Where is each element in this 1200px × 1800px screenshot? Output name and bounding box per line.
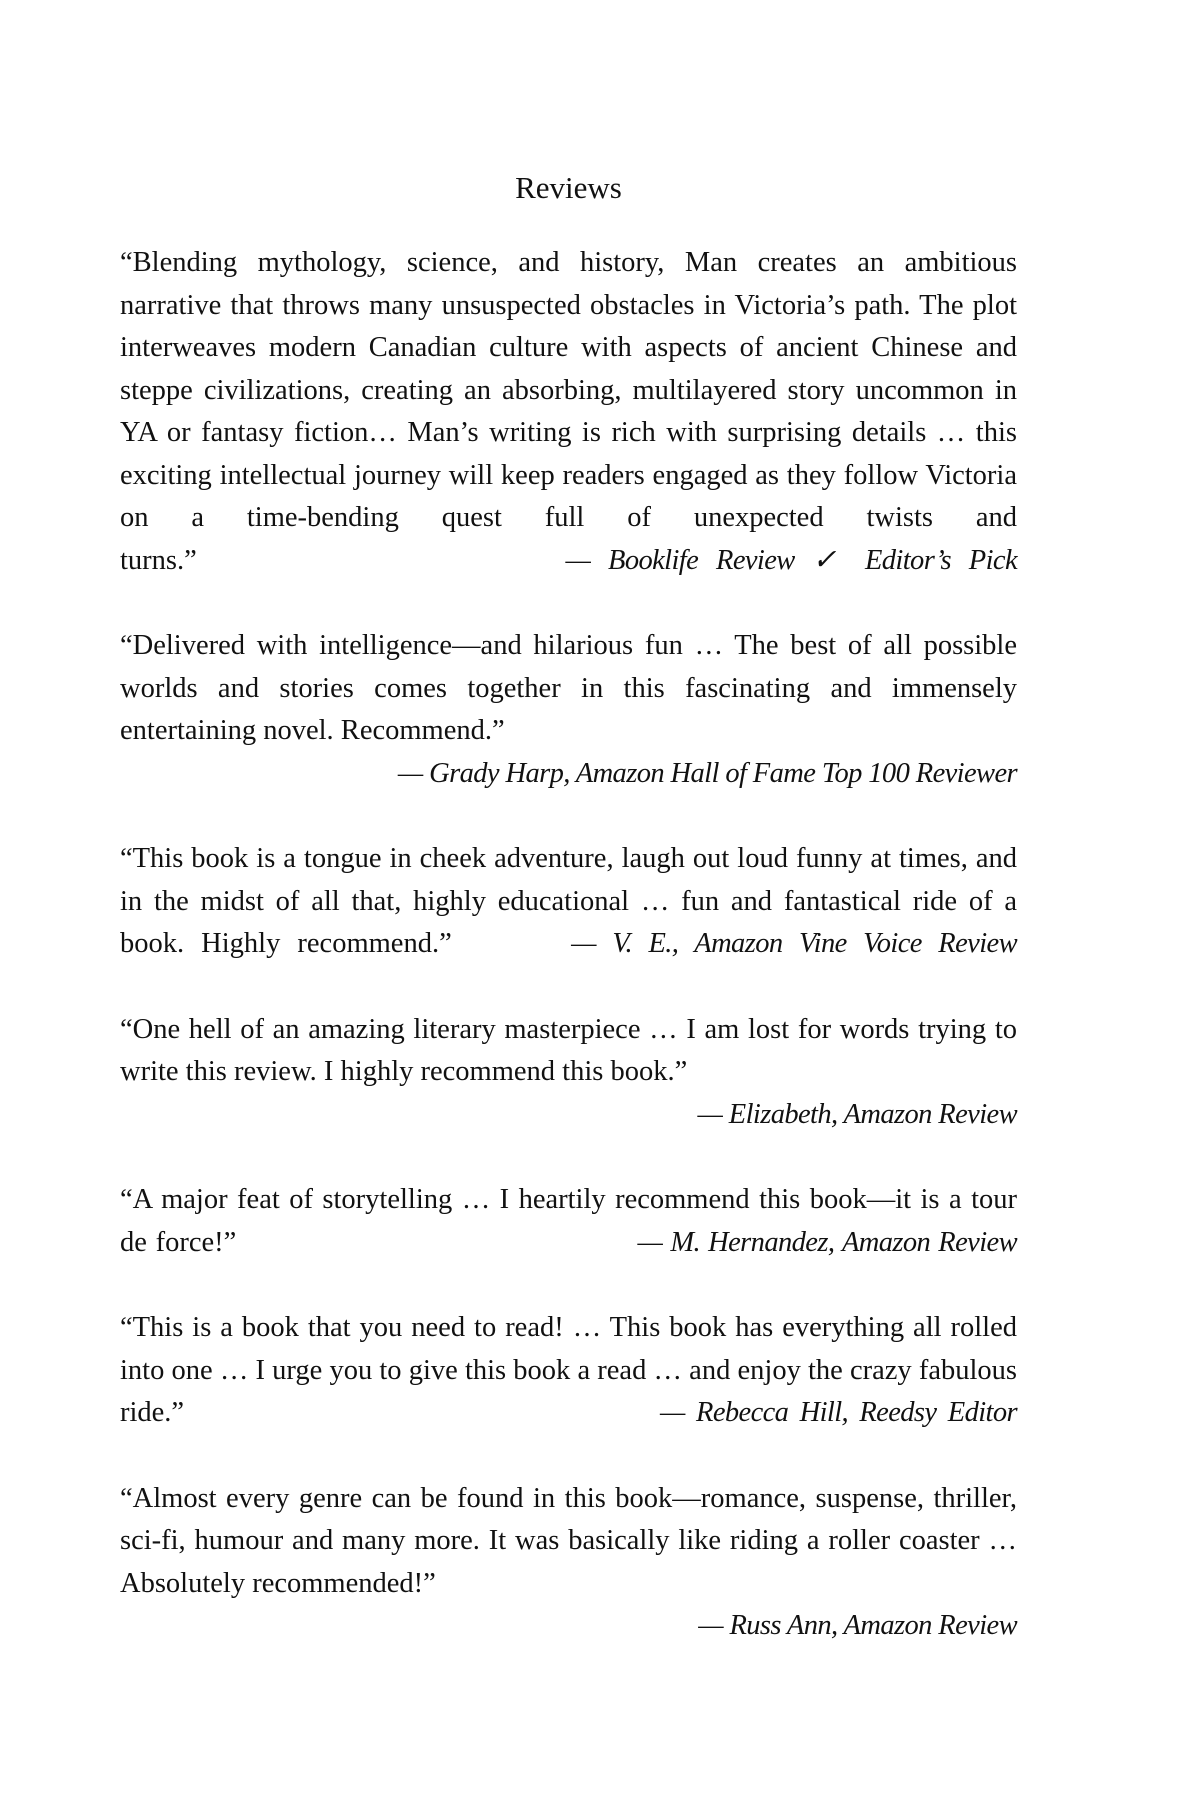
review-quote: “One hell of an amazing literary masterpiece … I am lost for words trying to write this review. I highly recommend this book.” bbox=[120, 1013, 1017, 1087]
review-hernandez bbox=[120, 1179, 1017, 1264]
reviews-page bbox=[120, 168, 1017, 1691]
review-quote: “Delivered with intelligence—and hilarious fun … The best of all possible worlds and stories comes together in this fascinating and immensely entertaining novel. Recommend.” bbox=[120, 630, 1017, 746]
review-attribution: — M. Hernandez, Amazon Review bbox=[637, 1226, 1017, 1258]
review-ve bbox=[120, 838, 1017, 966]
review-attribution: — V. E., Amazon Vine Voice Review bbox=[571, 928, 1017, 959]
review-grady-harp bbox=[120, 625, 1017, 795]
review-attribution: — Booklife Review ✓ Editor’s Pick bbox=[565, 544, 1018, 576]
review-rebecca-hill bbox=[120, 1307, 1017, 1435]
review-attribution: — Elizabeth, Amazon Review bbox=[697, 1098, 1017, 1130]
review-quote: “A major feat of storytelling … I heartily recommend this book—it is a tour de force!” bbox=[120, 1184, 1017, 1258]
review-quote: “Blending mythology, science, and history, Man creates an ambitious narrative that throws many unsuspected obstacles in Victoria’s path. The plot interweaves modern Canadian culture with aspects of ancient Chinese and steppe civilizations, creating an absorbing, multilayered story uncommon in YA or fantasy fiction… Man’s writing is rich with surprising details … this exciting intellectual journey will keep readers engaged as they follow Victoria on a time-bending quest full of unexpected twists and turns.” bbox=[120, 247, 1017, 576]
review-quote: “Almost every genre can be found in this book—romance, suspense, thriller, sci-fi, humour and many more. It was basically like riding a roller coaster … Absolutely recommended!” bbox=[120, 1482, 1017, 1599]
review-elizabeth bbox=[120, 1009, 1017, 1137]
review-attribution: — Russ Ann, Amazon Review bbox=[698, 1610, 1017, 1641]
review-attribution: — Rebecca Hill, Reedsy Editor bbox=[659, 1397, 1018, 1428]
review-quote: “This book is a tongue in cheek adventure, laugh out loud funny at times, and in the midst of all that, highly educational … fun and fantastical ride of a book. Highly recommend.” bbox=[120, 843, 1017, 959]
review-attribution: — Grady Harp, Amazon Hall of Fame Top 100 Reviewer bbox=[397, 757, 1017, 789]
review-quote: “This is a book that you need to read! … This book has everything all rolled into one … I urge you to give this book a read … and enjoy the crazy fabulous ride.” bbox=[120, 1312, 1017, 1428]
review-booklife bbox=[120, 242, 1017, 582]
review-russ-ann bbox=[120, 1478, 1017, 1648]
page-title: Reviews bbox=[515, 170, 622, 205]
